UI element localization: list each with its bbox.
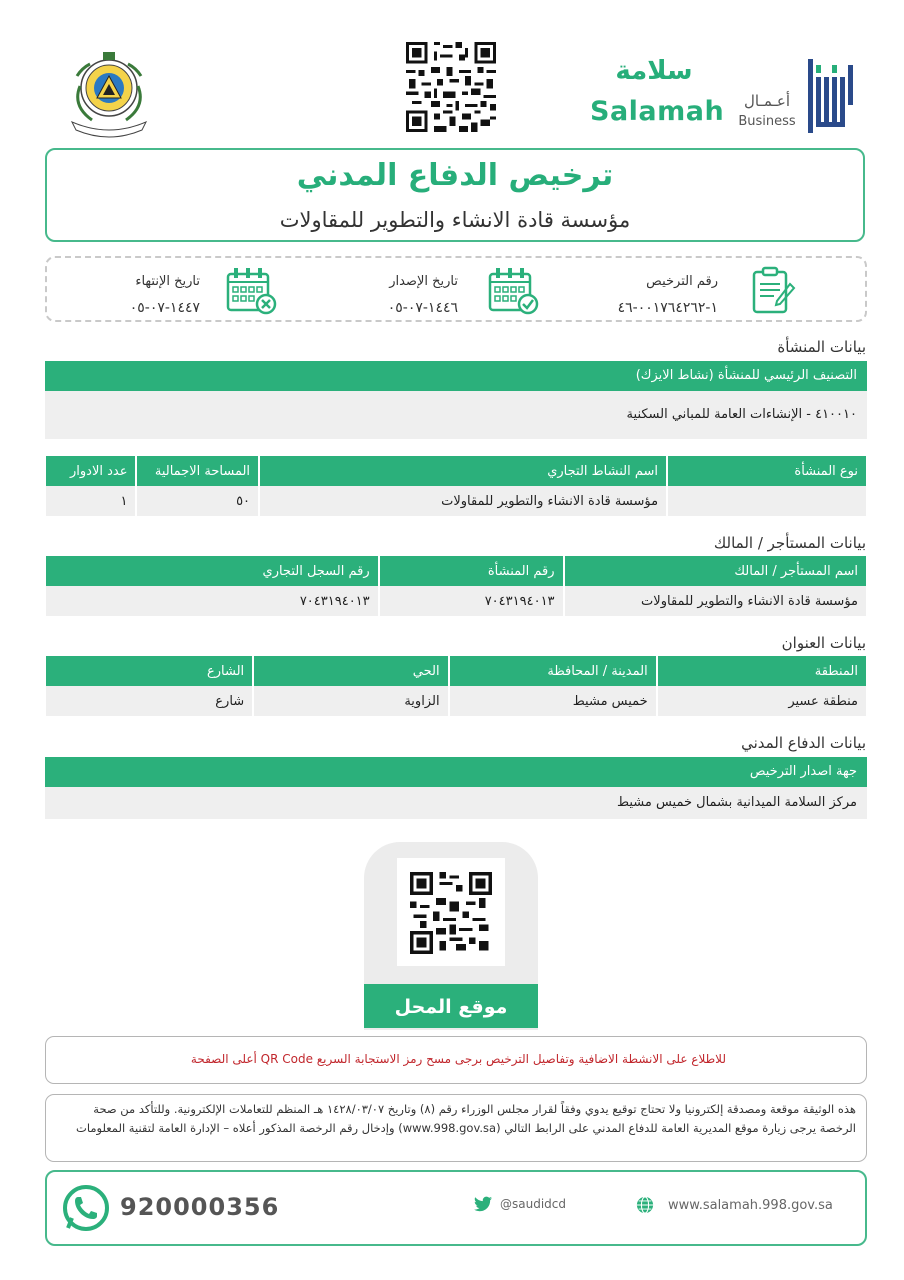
table-cell: ٧٠٤٣١٩٤٠١٣	[380, 586, 563, 616]
globe-icon	[636, 1196, 654, 1214]
expiry-date-value: ١٤٤٧-٠٧-٠٥	[129, 300, 200, 316]
expiry-date-label: تاريخ الإنتهاء	[135, 274, 200, 289]
table-row	[46, 686, 866, 716]
column-header: نوع المنشأة	[668, 456, 866, 486]
table-cell: مؤسسة قادة الانشاء والتطوير للمقاولات	[565, 586, 866, 616]
owner-table	[44, 556, 868, 616]
column-header: الحي	[254, 656, 447, 686]
main-class-header: التصنيف الرئيسي للمنشأة (نشاط الايزك)	[45, 361, 867, 391]
table-cell: شارع	[46, 686, 252, 716]
column-header: رقم السجل التجاري	[46, 556, 378, 586]
table-cell: ١	[46, 486, 135, 516]
license-number-label: رقم الترخيص	[646, 274, 718, 289]
table-row	[46, 586, 866, 616]
main-class-value: ٤١٠٠١٠ - الإنشاءات العامة للمباني السكنية	[45, 391, 867, 439]
facility-name-subtitle: مؤسسة قادة الانشاء والتطوير للمقاولات	[279, 208, 631, 232]
license-number-value: ١-٠٠١٧٦٤٢٦٢-٤٦	[617, 300, 718, 316]
qr-notice-text: للاطلاع على الانشطة الاضافية وتفاصيل الترخيص برجى مسح رمز الاستجابة السريع QR Code أعلى الصفحة	[190, 1052, 726, 1066]
column-header: اسم النشاط التجاري	[260, 456, 666, 486]
table-header-row	[46, 556, 866, 586]
table-header-row	[46, 656, 866, 686]
issuer-header: جهة اصدار الترخيص	[45, 757, 867, 787]
civil-defense-section-heading: بيانات الدفاع المدني	[741, 734, 866, 752]
phone-number[interactable]: 920000356	[120, 1193, 280, 1221]
salamah-english-logo: Salamah	[590, 96, 725, 127]
salamah-arabic-logo: سلامة	[615, 56, 693, 86]
table-cell: ٥٠	[137, 486, 258, 516]
column-header: المنطقة	[658, 656, 866, 686]
table-cell: ٧٠٤٣١٩٤٠١٣	[46, 586, 378, 616]
website-link[interactable]: www.salamah.998.gov.sa	[668, 1198, 833, 1213]
page-title: ترخيص الدفاع المدني	[296, 158, 614, 193]
civil-defense-emblem-icon	[62, 46, 156, 140]
facility-table	[44, 456, 868, 516]
column-header: رقم المنشأة	[380, 556, 563, 586]
table-header-row	[46, 456, 866, 486]
table-cell: مؤسسة قادة الانشاء والتطوير للمقاولات	[260, 486, 666, 516]
phone-icon	[62, 1184, 110, 1232]
amal-english-label: Business	[738, 114, 796, 129]
calendar-check-icon	[486, 264, 540, 318]
twitter-handle[interactable]: @saudidcd	[500, 1197, 566, 1211]
owner-section-heading: بيانات المستأجر / المالك	[713, 534, 866, 552]
issue-date-value: ١٤٤٦-٠٧-٠٥	[387, 300, 458, 316]
amal-arabic-label: أعـمـال	[743, 92, 791, 110]
facility-section-heading: بيانات المنشأة	[777, 338, 866, 356]
address-table	[44, 656, 868, 716]
location-qr-code-icon[interactable]	[410, 872, 492, 954]
calendar-x-icon	[224, 264, 278, 318]
issue-date-label: تاريخ الإصدار	[389, 274, 458, 289]
license-document-icon	[746, 264, 800, 318]
issuer-value: مركز السلامة الميدانية بشمال خميس مشيط	[45, 787, 867, 819]
table-cell	[668, 486, 866, 516]
table-cell: منطقة عسير	[658, 686, 866, 716]
table-cell: الزاوية	[254, 686, 447, 716]
column-header: الشارع	[46, 656, 252, 686]
column-header: المساحة الاجمالية	[137, 456, 258, 486]
column-header: اسم المستأجر / المالك	[565, 556, 866, 586]
store-location-button[interactable]: موقع المحل	[364, 984, 538, 1028]
legal-notice-text: هذه الوثيقة موقعة ومصدقة إلكترونيا ولا تحتاج توقيع يدوي وفقاً لقرار مجلس الوزراء رقم (٨) وتاريخ ١٤٢٨/٠٣/٠٧ هـ المنظم للتعاملات الإلكترونية. وللتأكد من صحة الرخصة يرجى زيارة موقع المديرية العامة للدفاع المدني على الرابط التالي (www.998.gov.sa) وإدخال رقم الرخصة المذكور أعلاه – الإدارة العامة لتقنية المعلومات	[76, 1102, 856, 1135]
address-section-heading: بيانات العنوان	[781, 634, 866, 652]
column-header: عدد الادوار	[46, 456, 135, 486]
table-cell: خميس مشيط	[450, 686, 656, 716]
qr-code-icon	[406, 42, 496, 132]
column-header: المدينة / المحافظة	[450, 656, 656, 686]
table-row	[46, 486, 866, 516]
twitter-icon	[474, 1196, 492, 1212]
